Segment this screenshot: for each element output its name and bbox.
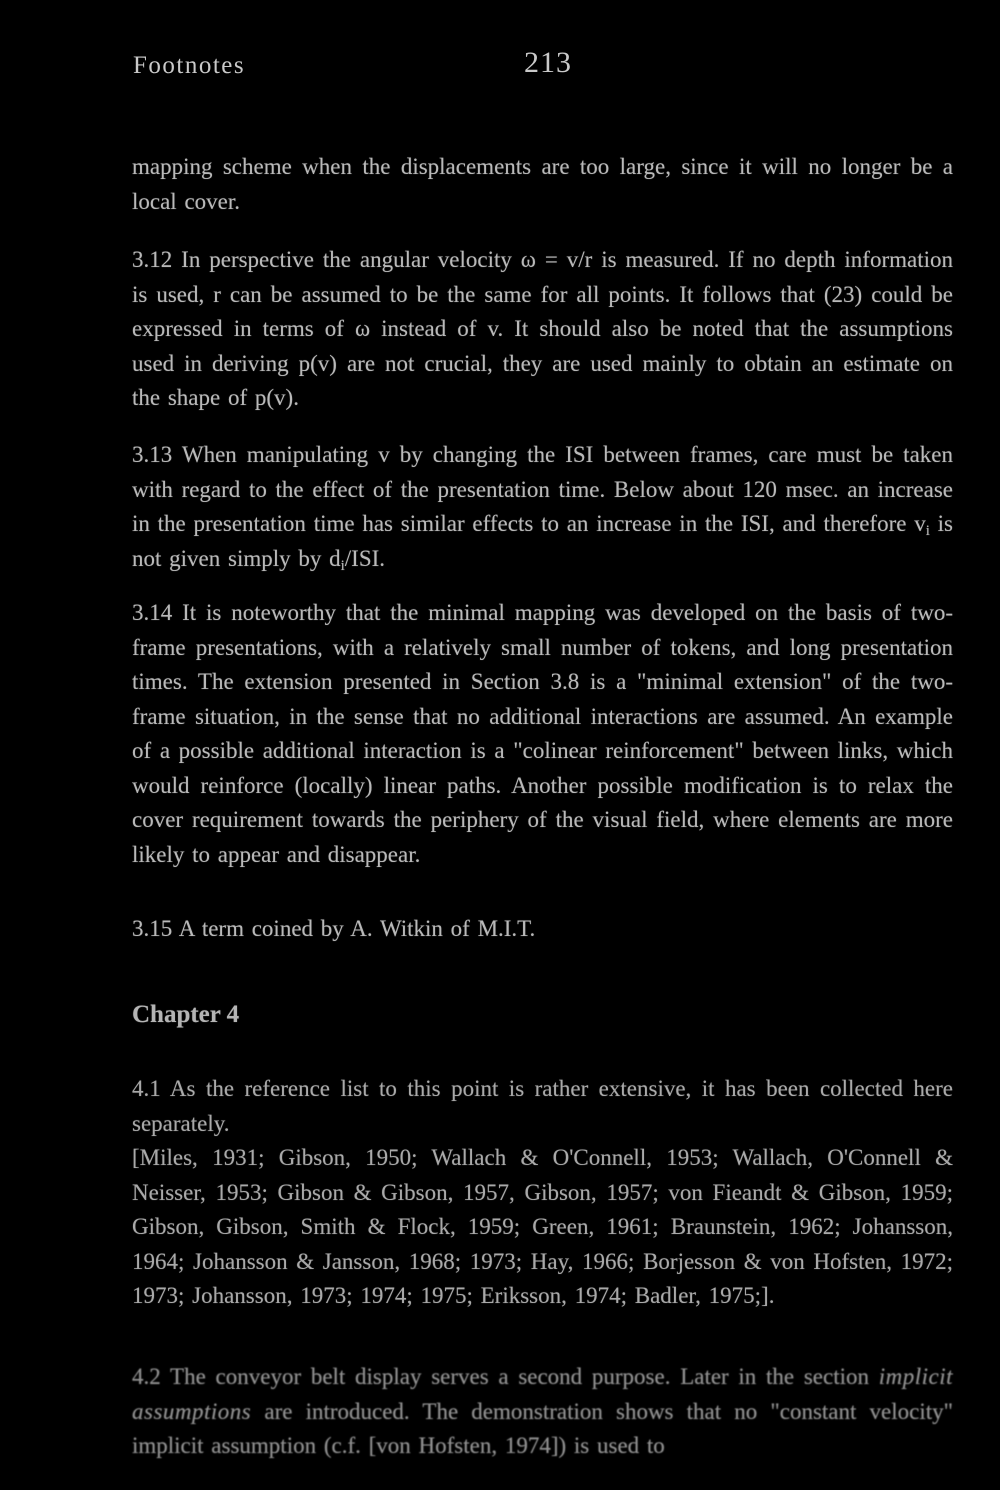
- footnote-4-2-text-b: are introduced. The demonstration shows that no "constant velocity" implicit assumption (c.f. [von Hofsten, 1974]) is used to: [132, 1398, 953, 1458]
- footnote-3-13: [132, 438, 953, 576]
- running-title: Footnotes: [133, 52, 246, 79]
- footnote-3-15: 3.15 A term coined by A. Witkin of M.I.T.: [132, 916, 536, 941]
- footnote-3-13-text-a: 3.13 When manipulating v by changing the ISI between frames, care must be taken with regard to the effect of the presentation time. Below about 120 msec. an increase in the presentation time has similar effects to an increase in the ISI, and therefore v: [132, 442, 953, 536]
- footnote-4-2-italic-term: implicit assumptions: [132, 1364, 953, 1424]
- footnote-4-1-intro: 4.1 As the reference list to this point is rather extensive, it has been collected here separately.: [132, 1076, 953, 1136]
- footnote-3-13-text-c: /ISI.: [344, 545, 386, 571]
- footnote-4-1-references: [Miles, 1931; Gibson, 1950; Wallach & O'Connell, 1953; Wallach, O'Connell & Neisser, 1953; Gibson & Gibson, 1957, Gibson, 1957; von Fieandt & Gibson, 1959; Gibson, Gibson, Smith & Flock, 1959; Green, 1961; Braunstein, 1962; Johansson, 1964; Johansson & Jansson, 1968; 1973; Hay, 1966; Borjesson & von Hofsten, 1972; 1973; Johansson, 1973; 1974; 1975; Eriksson, 1974; Badler, 1975;].: [132, 1145, 953, 1308]
- page-number: 213: [524, 46, 572, 79]
- footnote-4-2: [132, 1360, 953, 1464]
- footnote-3-14: 3.14 It is noteworthy that the minimal mapping was developed on the basis of two-frame presentations, with a relatively small number of tokens, and long presentation times. The extension presented in Section 3.8 is a "minimal extension" of the two-frame situation, in the sense that no additional interactions are assumed. An example of a possible additional interaction is a "colinear reinforcement" between links, which would reinforce (locally) linear paths. Another possible modification is to relax the cover requirement towards the periphery of the visual field, where elements are more likely to appear and disappear.: [132, 600, 953, 867]
- subscript-i: i: [925, 523, 930, 539]
- footnote-4-2-text-a: 4.2 The conveyor belt display serves a second purpose. Later in the section: [132, 1364, 879, 1389]
- chapter-heading: Chapter 4: [132, 1001, 240, 1028]
- subscript-i: i: [340, 557, 345, 574]
- footnote-3-13-text-b: is not given simply by d: [132, 511, 954, 571]
- footnote-3-12: 3.12 In perspective the angular velocity ω = v/r is measured. If no depth information is used, r can be assumed to be the same for all points. It follows that (23) could be expressed in terms of ω instead of v. It should also be noted that the assumptions used in deriving p(v) are not crucial, they are used mainly to obtain an estimate on the shape of p(v).: [132, 247, 953, 410]
- footnote-4-1: [132, 1072, 953, 1314]
- paragraph-continuation: mapping scheme when the displacements are too large, since it will no longer be a local cover.: [132, 154, 953, 214]
